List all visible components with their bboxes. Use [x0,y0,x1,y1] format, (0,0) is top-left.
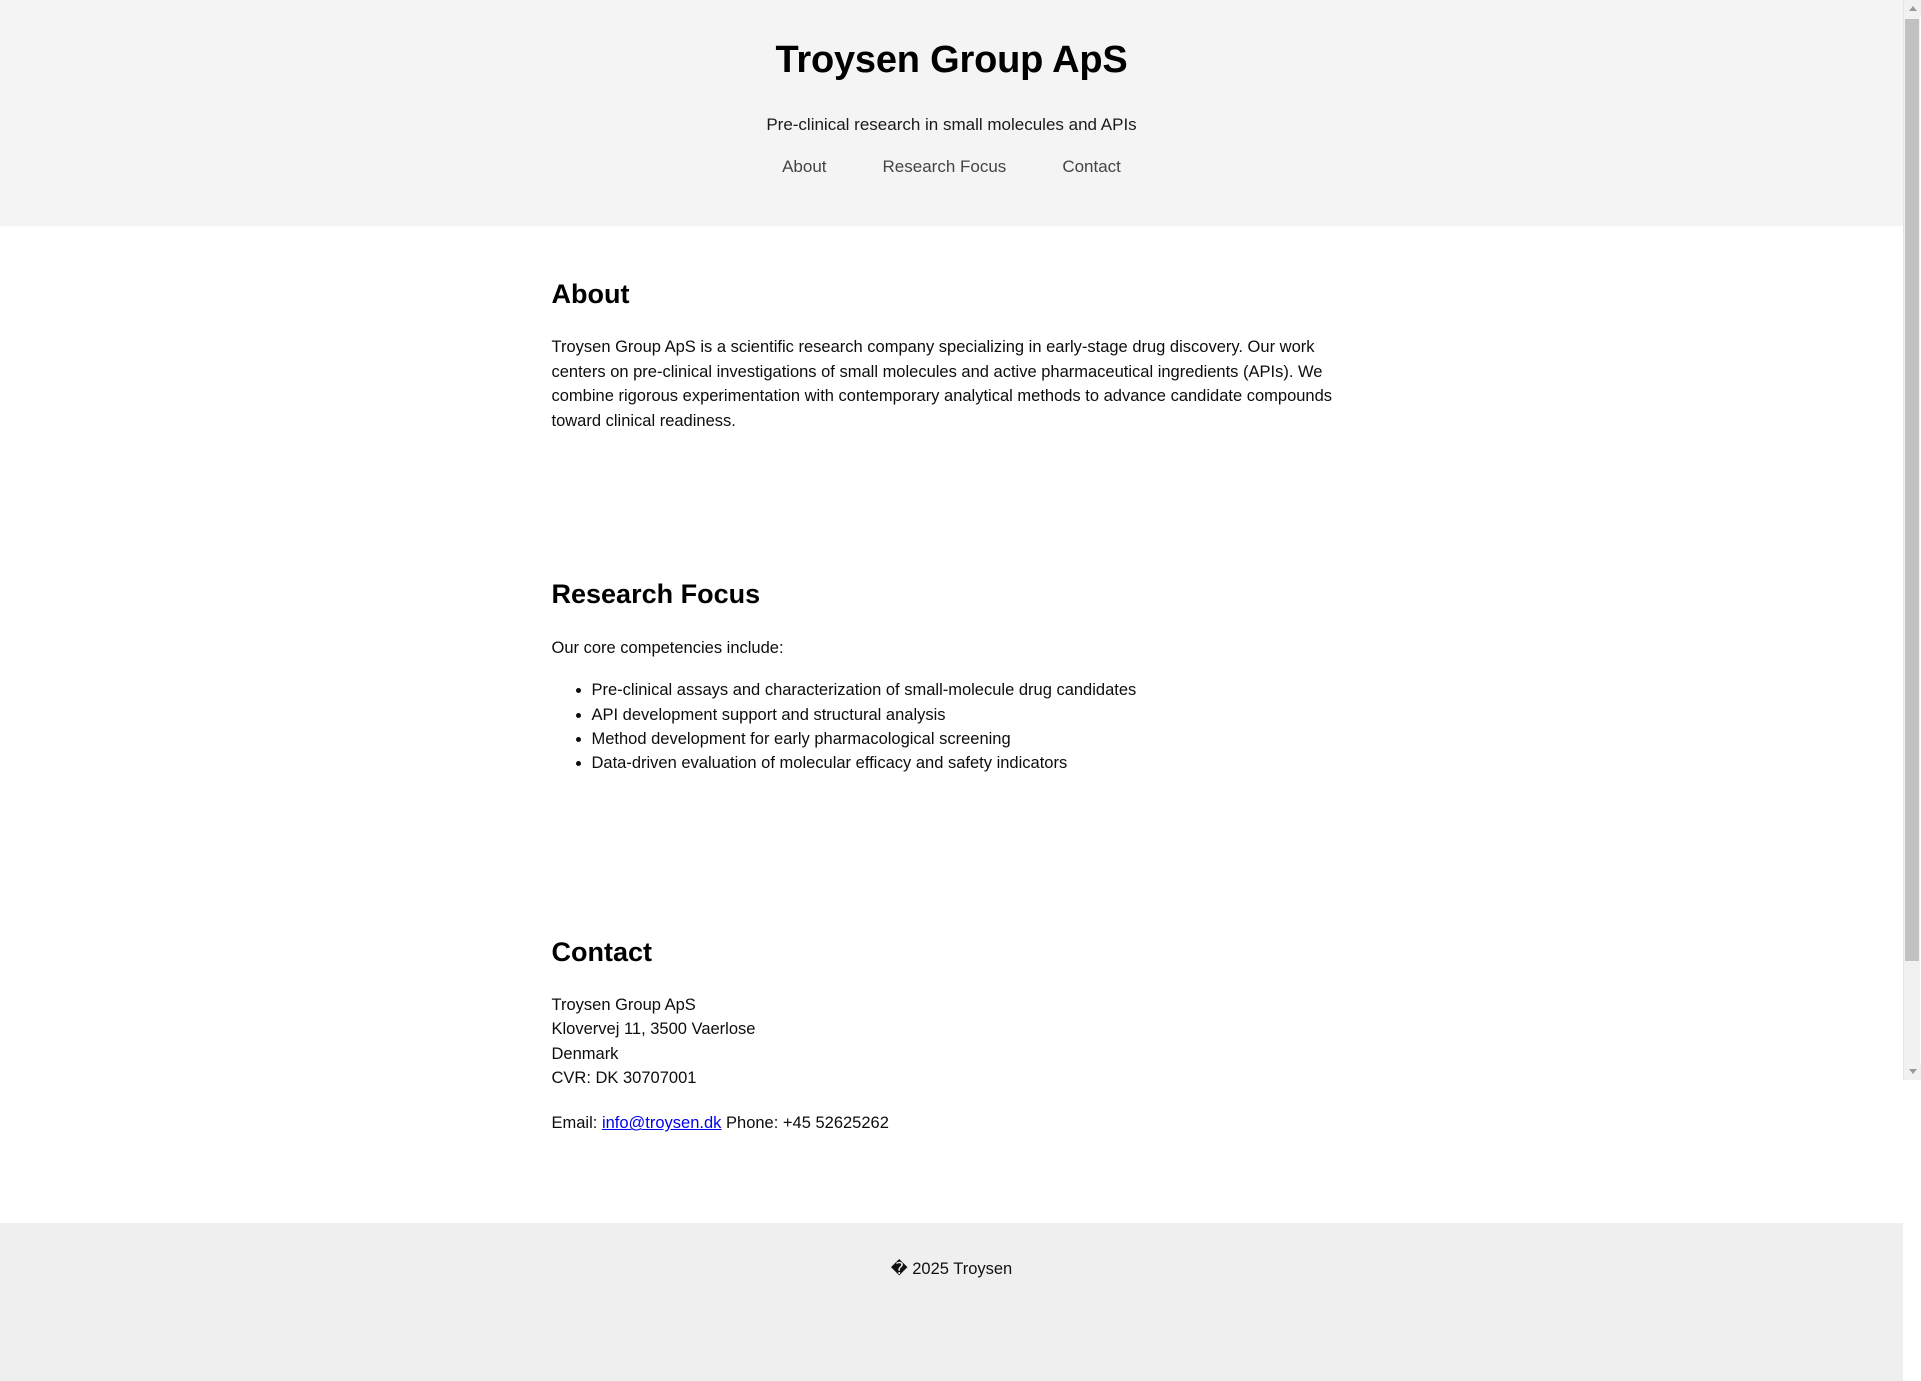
nav-link-about[interactable]: About [782,156,827,176]
section-research-focus [552,433,1352,776]
contact-email-link[interactable]: info@troysen.dk [601,1114,722,1133]
research-focus-heading: Research Focus [551,579,761,610]
content-bottom-spacer [552,1135,1352,1223]
contact-address [552,993,1352,1090]
contact-street: Klovervej 11, 3500 Vaerlose [551,1020,756,1039]
contact-company: Troysen Group ApS [551,996,696,1015]
main-content [552,226,1352,1223]
research-focus-lead: Our core competencies include: [551,639,784,658]
about-heading: About [551,279,630,309]
contact-heading: Contact [551,936,652,967]
research-focus-list [552,678,1352,776]
scroll-down-arrow-icon [1909,1069,1917,1074]
site-footer [0,1223,1903,1381]
contact-details [552,1111,1352,1135]
scrollbar-thumb[interactable] [1905,19,1919,961]
contact-email-line [552,1114,722,1132]
list-item: • Method development for early pharmacological screening [592,727,1352,751]
about-body: Troysen Group ApS is a scientific research company specializing in early-stage drug discovery. Our work centers on pre-clinical investigations of small molecules and active pharmaceutical ingredients (APIs). We combine rigorous experimentation with contemporary analytical methods to advance candidate compounds toward clinical readiness. [551,338,1333,430]
list-item: • Data-driven evaluation of molecular efficacy and safety indicators [592,751,1352,775]
nav-link-research-focus[interactable]: Research Focus [882,156,1007,176]
footer-copyright: � 2025 Troysen [890,1260,1013,1279]
scroll-up-button[interactable] [1904,0,1921,17]
contact-country: Denmark [551,1044,619,1063]
contact-phone: Phone: +45 52625262 [726,1114,889,1133]
list-item: • Pre-clinical assays and characterization of small-molecule drug candidates [592,678,1352,702]
scroll-down-button[interactable] [1904,1063,1921,1080]
nav-link-contact[interactable]: Contact [1062,156,1121,176]
contact-email-label: Email: [551,1114,598,1133]
contact-cvr: CVR: DK 30707001 [551,1068,697,1087]
page-title: Troysen Group ApS [775,39,1128,81]
main-navigation [0,157,1903,177]
vertical-scrollbar[interactable] [1903,0,1920,1080]
section-contact [552,776,1352,1136]
scroll-up-arrow-icon [1909,6,1917,11]
list-item: • API development support and structural analysis [592,703,1352,727]
site-header [0,0,1903,226]
site-tagline: Pre-clinical research in small molecules and APIs [766,114,1137,134]
section-about [552,226,1352,433]
